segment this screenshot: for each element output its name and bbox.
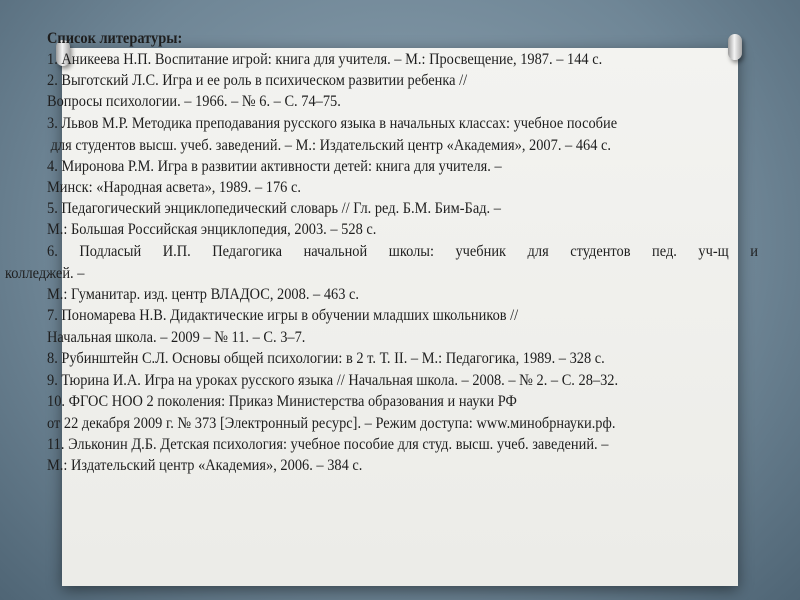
list-item: 10. ФГОС НОО 2 поколения: Приказ Министерства образования и науки РФ [47,393,517,410]
list-item: Начальная школа. – 2009 – № 11. – С. 3–7. [47,329,306,346]
word: для [527,243,549,260]
list-item: от 22 декабря 2009 г. № 373 [Электронный ресурс]. – Режим доступа: www.минобрнауки.рф. [47,415,616,432]
list-item: 3. Львов М.Р. Методика преподавания русского языка в начальных классах: учебное пособие [47,115,618,132]
list-item: колледжей. – [5,265,85,282]
word: Подласый [79,243,142,260]
list-item: 8. Рубинштейн С.Л. Основы общей психологии: в 2 т. Т. II. – М.: Педагогика, 1989. – 328 с. [47,350,605,367]
list-item: М.: Издательский центр «Академия», 2006. – 384 с. [47,457,363,474]
word: начальной [303,243,368,260]
list-item: М.: Большая Российская энциклопедия, 2003. – 528 с. [47,221,377,238]
list-item: Минск: «Народная асвета», 1989. – 176 с. [47,179,301,196]
word: 6. [47,243,58,260]
list-item: 11. Эльконин Д.Б. Детская психология: учебное пособие для студ. высш. учеб. заведений. – [47,436,609,453]
list-item: для студентов высш. учеб. заведений. – М.: Издательский центр «Академия», 2007. – 464 с. [47,137,612,154]
list-item: 4. Миронова Р.М. Игра в развитии активности детей: книга для учителя. – [47,158,502,175]
word: студентов [570,243,631,260]
list-item: 7. Пономарева Н.В. Дидактические игры в обучении младших школьников // [47,307,519,324]
list-item: 2. Выготский Л.С. Игра и ее роль в психическом развитии ребенка // [47,72,468,89]
word: и [750,243,758,260]
word: школы: [388,243,434,260]
list-item: 9. Тюрина И.А. Игра на уроках русского языка // Начальная школа. – 2008. – № 2. – С. 28–32. [47,372,619,389]
bibliography-title: Список литературы: [47,30,183,47]
list-item: 1. Аникеева Н.П. Воспитание игрой: книга для учителя. – М.: Просвещение, 1987. – 144 с. [47,51,603,68]
word: Педагогика [212,243,283,260]
list-item: М.: Гуманитар. изд. центр ВЛАДОС, 2008. – 463 с. [47,286,360,303]
list-item: Вопросы психологии. – 1966. – № 6. – С. 74–75. [47,93,341,110]
list-item-justified [47,242,758,262]
word: уч-щ [698,243,729,260]
word: пед. [652,243,677,260]
word: учебник [455,243,507,260]
word: И.П. [162,243,191,260]
list-item: 5. Педагогический энциклопедический словарь // Гл. ред. Б.М. Бим-Бад. – [47,200,501,217]
